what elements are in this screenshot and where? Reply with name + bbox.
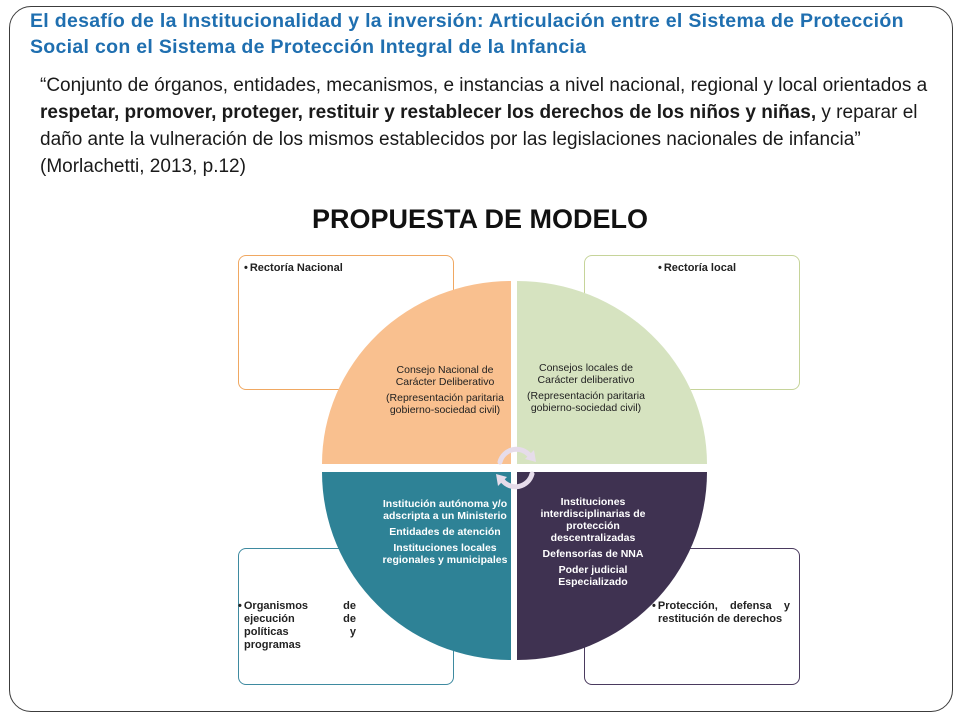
quadrant-text-consejo-nacional bbox=[378, 364, 512, 420]
consejo-nacional-detail: (Representación paritaria gobierno-sociedad civil) bbox=[386, 392, 504, 416]
quadrant-text-consejos-locales bbox=[518, 362, 654, 418]
model-title: PROPUESTA DE MODELO bbox=[311, 204, 649, 234]
poder-judicial: Poder judicial Especializado bbox=[558, 564, 628, 588]
entidades-atencion: Entidades de atención bbox=[389, 526, 501, 538]
quote-text-start: “Conjunto de órganos, entidades, mecanismos, e instancias a nivel nacional, regional y local orientados a bbox=[40, 75, 928, 96]
defensorias-nna: Defensorías de NNA bbox=[542, 548, 644, 560]
consejos-locales-detail: (Representación paritaria gobierno-sociedad civil) bbox=[527, 390, 645, 414]
quadrant-text-instituciones-proteccion bbox=[524, 496, 662, 592]
quote-text-bold: respetar, promover, proteger, restituir y restablecer los derechos de los niños y niñas, bbox=[40, 102, 817, 123]
quote-text-end: y reparar el daño ante la vulneración de los mismos establecidos por las legislaciones nacionales de infancia” (Morlachetti, 2013, p.12) bbox=[40, 102, 918, 177]
quadrant-text-institucion-autonoma bbox=[378, 498, 512, 570]
institucion-autonoma-title: Institución autónoma y/o adscripta a un Ministerio bbox=[382, 498, 508, 522]
label-proteccion-defensa: • Protección, defensa y restitución de derechos bbox=[658, 600, 790, 626]
instituciones-interdisciplinarias: Instituciones interdisciplinarias de protección descentralizadas bbox=[540, 496, 646, 544]
label-rectoria-nacional: • Rectoría Nacional bbox=[244, 262, 343, 275]
label-organismos-ejecucion: • Organismos de ejecución de políticas y programas bbox=[244, 600, 356, 652]
instituciones-locales: Instituciones locales regionales y municipales bbox=[382, 542, 508, 566]
label-rectoria-local: • Rectoría local bbox=[658, 262, 736, 275]
consejos-locales-title: Consejos locales de Carácter deliberativo bbox=[537, 362, 635, 386]
consejo-nacional-title: Consejo Nacional de Carácter Deliberativo bbox=[395, 364, 495, 388]
slide-title: El desafío de la Institucionalidad y la inversión: Articulación entre el Sistema de Protección Social con el Sistema de Protección Integral de la Infancia bbox=[30, 10, 904, 58]
definition-quote bbox=[40, 72, 930, 180]
cycle-arrows-icon bbox=[490, 438, 542, 498]
